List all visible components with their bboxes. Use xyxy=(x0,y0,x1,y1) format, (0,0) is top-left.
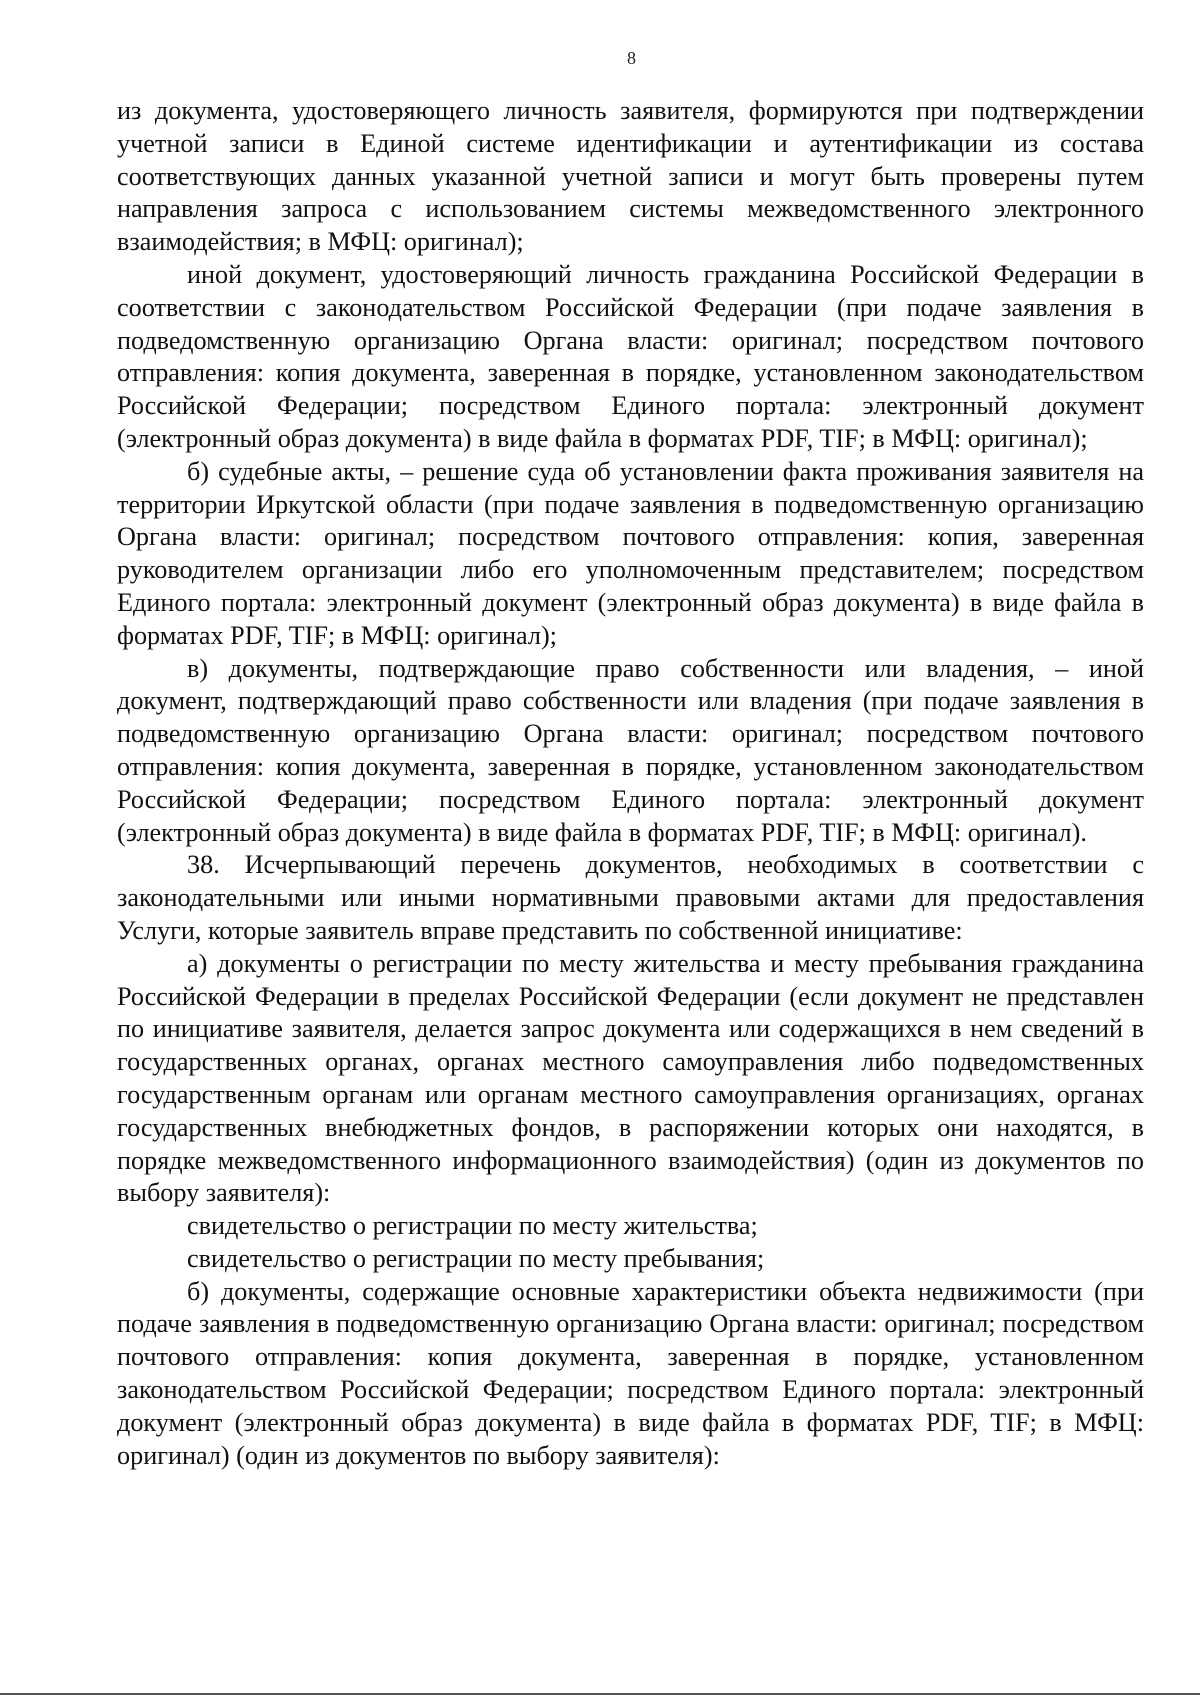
paragraph-court-acts: б) судебные акты, – решение суда об установлении факта проживания заявителя на территории Иркутской области (при подаче заявления в подведомственную организацию Органа власти: оригинал; посредством почтового отправления: копия, заверенная руководителем организации либо его уполномоченным представителем; посредством Единого портала: электронный документ (электронный образ документа) в виде файла в форматах PDF, TIF; в МФЦ: оригинал); xyxy=(117,456,1144,650)
paragraph-stay-certificate: свидетельство о регистрации по месту пребывания; xyxy=(187,1243,765,1273)
paragraph-residence-certificate: свидетельство о регистрации по месту жительства; xyxy=(187,1211,758,1241)
paragraph-other-id-document: иной документ, удостоверяющий личность гражданина Российской Федерации в соответствии с законодательством Российской Федерации (при подаче заявления в подведомственную организацию Органа власти: оригинал; посредством почтового отправления: копия документа, заверенная в порядке, установленном законодательством Российской Федерации; посредством Единого портала: электронный документ (электронный образ документа) в виде файла в форматах PDF, TIF; в МФЦ: оригинал); xyxy=(117,259,1144,453)
paragraph-registration-documents: а) документы о регистрации по месту жительства и месту пребывания гражданина Российской Федерации в пределах Российской Федерации (если документ не представлен по инициативе заявителя, делается запрос документа или содержащихся в нем сведений в государственных органах, органах местного самоуправления либо подведомственных государственным органам или органам местного самоуправления организациях, органах государственных внебюджетных фондов, в распоряжении которых они находятся, в порядке межведомственного информационного взаимодействия) (один из документов по выбору заявителя): xyxy=(117,948,1144,1208)
paragraph-ownership-documents: в) документы, подтверждающие право собственности или владения, – иной документ, подтверждающий право собственности или владения (при подаче заявления в подведомственную организацию Органа власти: оригинал; посредством почтового отправления: копия документа, заверенная в порядке, установленном законодательством Российской Федерации; посредством Единого портала: электронный документ (электронный образ документа) в виде файла в форматах PDF, TIF; в МФЦ: оригинал). xyxy=(117,653,1144,847)
document-body xyxy=(117,95,1144,1472)
paragraph-section-38: 38. Исчерпывающий перечень документов, необходимых в соответствии с законодательными или иными нормативными правовыми актами для предоставления Услуги, которые заявитель вправе представить по собственной инициативе: xyxy=(117,850,1144,945)
paragraph-continuation: из документа, удостоверяющего личность заявителя, формируются при подтверждении учетной записи в Единой системе идентификации и аутентификации из состава соответствующих данных указанной учетной записи и могут быть проверены путем направления запроса с использованием системы межведомственного электронного взаимодействия; в МФЦ: оригинал); xyxy=(117,96,1144,257)
paragraph-property-characteristics: б) документы, содержащие основные характеристики объекта недвижимости (при подаче заявления в подведомственную организацию Органа власти: оригинал; посредством почтового отправления: копия документа, заверенная в порядке, установленном законодательством Российской Федерации; посредством Единого портала: электронный документ (электронный образ документа) в виде файла в форматах PDF, TIF; в МФЦ: оригинал) (один из документов по выбору заявителя): xyxy=(117,1276,1144,1470)
page-bottom-edge xyxy=(0,1693,1200,1695)
page-number: 8 xyxy=(627,48,636,68)
